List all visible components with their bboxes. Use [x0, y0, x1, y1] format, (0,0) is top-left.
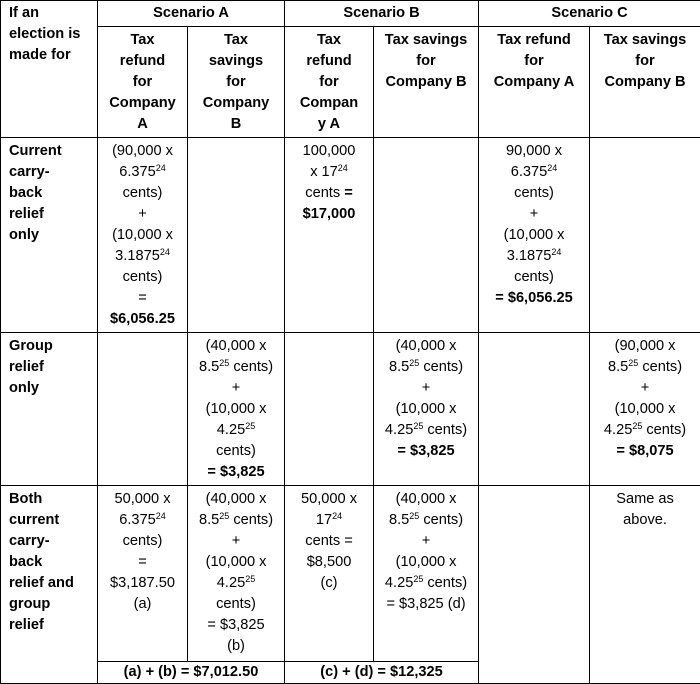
cell-text: cents)	[229, 512, 273, 528]
scenario-a-total: (a) + (b) = $7,012.50	[98, 662, 285, 684]
row-label-line: relief	[9, 357, 95, 378]
cell-line: (90,000 x	[592, 336, 698, 357]
footnote-ref: 24	[547, 163, 557, 173]
cell-line: cents)	[190, 441, 282, 462]
footnote-ref: 25	[409, 358, 419, 368]
cell-line: (a)	[100, 594, 185, 615]
header-line: A	[100, 114, 185, 135]
cell-text: 4.25	[385, 422, 413, 438]
footnote-ref: 25	[245, 574, 255, 584]
cell-line	[287, 162, 371, 183]
row-label-line: back	[9, 183, 95, 204]
cell-text: 6.375	[511, 164, 548, 180]
header-line: Compan	[287, 93, 371, 114]
cell-text: 4.25	[217, 575, 245, 591]
table-row	[1, 486, 700, 662]
cell-line: =	[100, 288, 185, 309]
cell-line: (10,000 x	[190, 552, 282, 573]
cell-line: +	[100, 204, 185, 225]
table-row	[1, 138, 700, 333]
header-line: B	[190, 114, 282, 135]
cell-text: 3.1875	[507, 248, 552, 264]
header-line: Tax refund	[481, 30, 587, 51]
cell-total: = $3,825	[190, 462, 282, 483]
a-tax-refund-header	[98, 27, 188, 138]
footnote-ref: 24	[338, 163, 348, 173]
cell-text: 8.5	[199, 512, 219, 528]
cell-text: 8.5	[389, 512, 409, 528]
cell-line	[100, 162, 185, 183]
cell-line: 90,000 x	[481, 141, 587, 162]
cell-total: $17,000	[287, 204, 371, 225]
header-line: savings	[190, 51, 282, 72]
cell-c-refund-carry-back	[479, 138, 590, 333]
header-line: for	[100, 72, 185, 93]
cell-b-refund-group	[285, 333, 374, 486]
cell-text: cents)	[229, 359, 273, 375]
cell-line	[100, 510, 185, 531]
cell-text: cents)	[423, 422, 467, 438]
cell-line	[190, 420, 282, 441]
cell-line: cents)	[100, 531, 185, 552]
cell-line: (40,000 x	[376, 336, 476, 357]
cell-line	[376, 573, 476, 594]
cell-text: 4.25	[604, 422, 632, 438]
cell-c-savings-both	[590, 486, 700, 684]
row-label-line: relief	[9, 204, 95, 225]
cell-line: (10,000 x	[481, 225, 587, 246]
row-label-both	[1, 486, 98, 684]
cell-line	[376, 357, 476, 378]
cell-line	[481, 162, 587, 183]
header-line: Company B	[592, 72, 698, 93]
cell-b-savings-group	[374, 333, 479, 486]
cell-line: 50,000 x	[100, 489, 185, 510]
cell-line: = $3,825 (d)	[376, 594, 476, 615]
cell-line: (10,000 x	[376, 399, 476, 420]
table-row	[1, 333, 700, 486]
b-tax-refund-header	[285, 27, 374, 138]
cell-line: cents)	[481, 267, 587, 288]
cell-text: 4.25	[217, 422, 245, 438]
cell-line: cents)	[190, 594, 282, 615]
cell-text: 8.5	[389, 359, 409, 375]
cell-text: cents)	[638, 359, 682, 375]
cell-line: 50,000 x	[287, 489, 371, 510]
header-line: Tax	[100, 30, 185, 51]
header-line: Company A	[481, 72, 587, 93]
row-label-line: group	[9, 594, 95, 615]
header-line: for	[190, 72, 282, 93]
cell-line: +	[190, 531, 282, 552]
cell-text: 17	[316, 512, 332, 528]
cell-line: (10,000 x	[100, 225, 185, 246]
header-line: for	[481, 51, 587, 72]
header-line: Tax	[287, 30, 371, 51]
row-label-line: back	[9, 552, 95, 573]
cell-line	[481, 246, 587, 267]
cell-line: (10,000 x	[376, 552, 476, 573]
footnote-ref: 24	[551, 247, 561, 257]
cell-line: $3,187.50	[100, 573, 185, 594]
c-tax-savings-header	[590, 27, 700, 138]
cell-total: $6,056.25	[100, 309, 185, 330]
cell-c-refund-both	[479, 486, 590, 684]
cell-b-savings-both	[374, 486, 479, 662]
cell-line	[287, 183, 371, 204]
header-line: Company	[100, 93, 185, 114]
cell-line: (40,000 x	[376, 489, 476, 510]
cell-c-refund-group	[479, 333, 590, 486]
scenario-b-total: (c) + (d) = $12,325	[285, 662, 479, 684]
cell-a-refund-group	[98, 333, 188, 486]
cell-line	[376, 420, 476, 441]
cell-line: $8,500	[287, 552, 371, 573]
cell-line: +	[592, 378, 698, 399]
cell-a-savings-group	[188, 333, 285, 486]
c-tax-refund-header	[479, 27, 590, 138]
footnote-ref: 25	[409, 511, 419, 521]
cell-b-refund-both	[285, 486, 374, 662]
header-line: Company B	[376, 72, 476, 93]
cell-line	[100, 246, 185, 267]
cell-text: cents)	[419, 512, 463, 528]
header-line: Tax savings	[376, 30, 476, 51]
footnote-ref: 25	[632, 421, 642, 431]
cell-a-refund-both	[98, 486, 188, 662]
cell-a-savings-both	[188, 486, 285, 662]
cell-text: cents)	[423, 575, 467, 591]
header-line: y A	[287, 114, 371, 135]
header-line: for	[376, 51, 476, 72]
cell-a-refund-carry-back	[98, 138, 188, 333]
cell-line: above.	[592, 510, 698, 531]
scenario-c-header: Scenario C	[479, 1, 700, 27]
row-label-line: only	[9, 378, 95, 399]
cell-line: (c)	[287, 573, 371, 594]
cell-line: +	[481, 204, 587, 225]
cell-line	[190, 357, 282, 378]
cell-text: 4.25	[385, 575, 413, 591]
cell-line: (40,000 x	[190, 336, 282, 357]
a-tax-savings-header	[188, 27, 285, 138]
cell-total: = $6,056.25	[481, 288, 587, 309]
row-label-line: carry-	[9, 162, 95, 183]
header-line: Tax savings	[592, 30, 698, 51]
footnote-ref: 25	[219, 511, 229, 521]
cell-line: cents)	[100, 267, 185, 288]
footnote-ref: 24	[332, 511, 342, 521]
footnote-ref: 25	[413, 574, 423, 584]
cell-text: cents)	[642, 422, 686, 438]
cell-line: (10,000 x	[190, 399, 282, 420]
header-line: Tax	[190, 30, 282, 51]
cell-total: = $8,075	[592, 441, 698, 462]
footnote-ref: 24	[156, 163, 166, 173]
header-line: for	[287, 72, 371, 93]
cell-text: 3.1875	[115, 248, 160, 264]
row-label-line: Both	[9, 489, 95, 510]
cell-line: (40,000 x	[190, 489, 282, 510]
b-tax-savings-header	[374, 27, 479, 138]
cell-line: (b)	[190, 636, 282, 657]
cell-b-refund-carry-back	[285, 138, 374, 333]
row-label-line: carry-	[9, 531, 95, 552]
cell-line	[592, 420, 698, 441]
cell-line	[592, 357, 698, 378]
row-label-line: only	[9, 225, 95, 246]
cell-line: cents)	[100, 183, 185, 204]
cell-text: cents	[305, 185, 340, 201]
cell-c-savings-carry-back	[590, 138, 700, 333]
cell-text: 8.5	[608, 359, 628, 375]
cell-text: 8.5	[199, 359, 219, 375]
row-label-group	[1, 333, 98, 486]
cell-total: = $3,825	[376, 441, 476, 462]
cell-line	[190, 573, 282, 594]
cell-line: +	[376, 378, 476, 399]
cell-line: (10,000 x	[592, 399, 698, 420]
cell-text: 6.375	[119, 512, 156, 528]
row-label-line: Group	[9, 336, 95, 357]
cell-line: +	[376, 531, 476, 552]
cell-line	[190, 510, 282, 531]
row-label-line: current	[9, 510, 95, 531]
cell-line: =	[100, 552, 185, 573]
footnote-ref: 25	[219, 358, 229, 368]
cell-line	[376, 510, 476, 531]
footnote-ref: 25	[245, 421, 255, 431]
cell-text: cents)	[419, 359, 463, 375]
cell-line: cents)	[481, 183, 587, 204]
row-label-line: Current	[9, 141, 95, 162]
header-line: Company	[190, 93, 282, 114]
cell-c-savings-group	[590, 333, 700, 486]
row-label-line: relief and	[9, 573, 95, 594]
header-line: for	[592, 51, 698, 72]
corner-header-text: If an election is made for	[9, 3, 95, 66]
cell-b-savings-carry-back	[374, 138, 479, 333]
cell-line: (90,000 x	[100, 141, 185, 162]
footnote-ref: 24	[160, 247, 170, 257]
footnote-ref: 24	[156, 511, 166, 521]
cell-line: 100,000	[287, 141, 371, 162]
row-label-carry-back	[1, 138, 98, 333]
header-line: refund	[287, 51, 371, 72]
cell-text: x 17	[310, 164, 338, 180]
cell-a-savings-carry-back	[188, 138, 285, 333]
cell-line: Same as	[592, 489, 698, 510]
footnote-ref: 25	[628, 358, 638, 368]
row-label-line: relief	[9, 615, 95, 636]
header-line: refund	[100, 51, 185, 72]
scenario-b-header: Scenario B	[285, 1, 479, 27]
footnote-ref: 25	[413, 421, 423, 431]
scenario-a-header: Scenario A	[98, 1, 285, 27]
cell-line: +	[190, 378, 282, 399]
corner-header	[1, 1, 98, 138]
cell-line: = $3,825	[190, 615, 282, 636]
cell-text: 6.375	[119, 164, 156, 180]
cell-text: =	[340, 185, 353, 201]
cell-line	[287, 510, 371, 531]
cell-line: cents =	[287, 531, 371, 552]
